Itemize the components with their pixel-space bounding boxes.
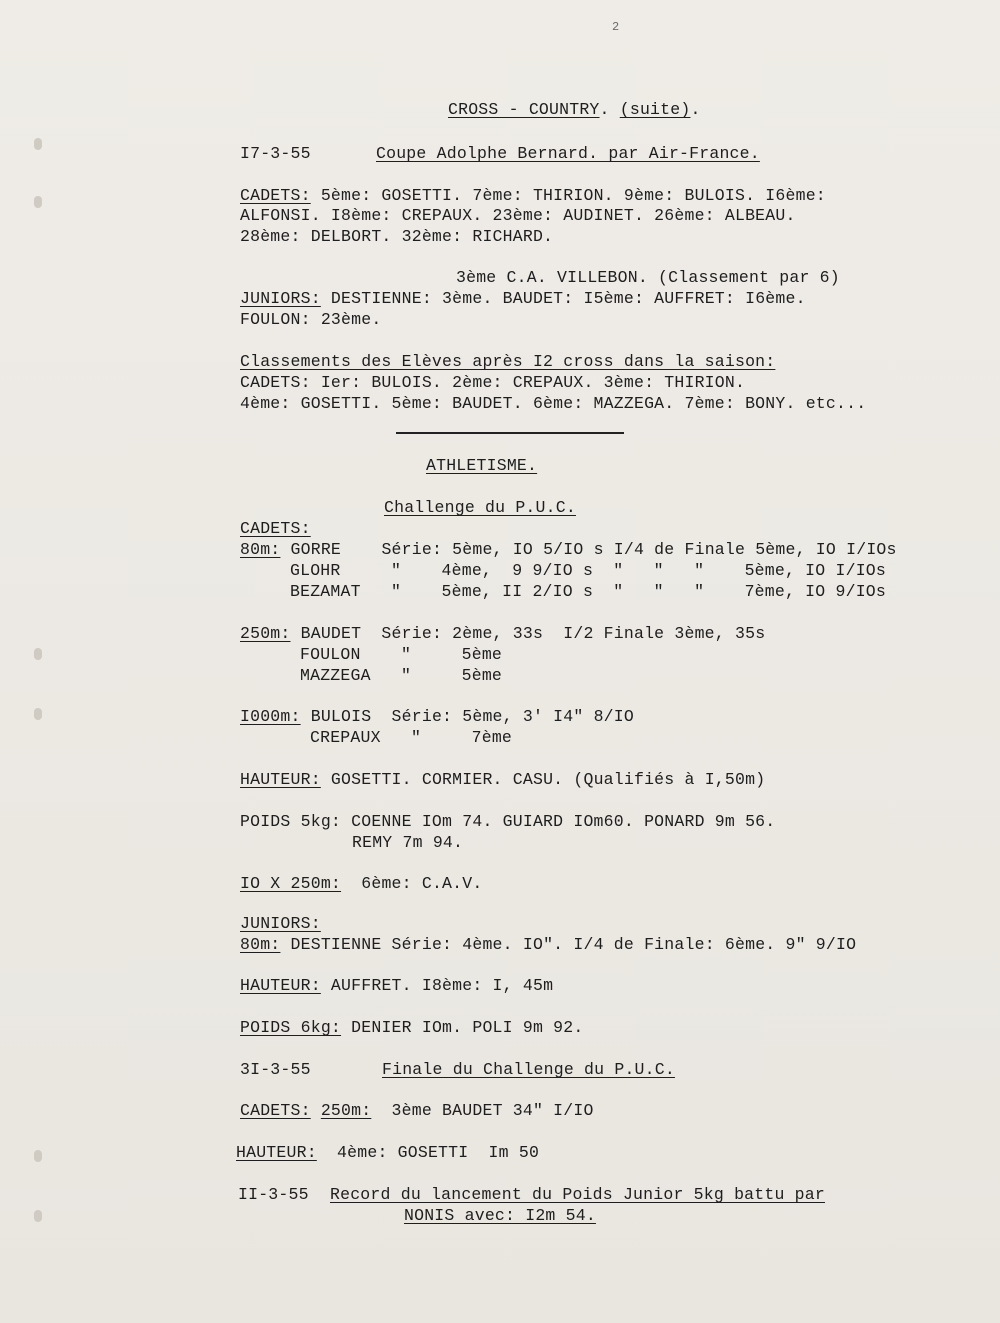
r1000-row-2: CREPAUX " 7ème — [310, 728, 513, 747]
cross-date: I7-3-55 — [240, 144, 311, 163]
relay-line: IO X 250m: 6ème: C.A.V. — [240, 874, 483, 893]
poids-line2: REMY 7m 94. — [352, 833, 464, 852]
r250-label: 250m: — [240, 624, 291, 643]
section-divider — [396, 432, 624, 434]
r80-row-3: BEZAMAT " 5ème, II 2/IO s " " " 7ème, IO 9/IOs — [290, 582, 886, 601]
challenge-title: Challenge du P.U.C. — [384, 498, 576, 517]
cross-juniors-line1: JUNIORS: DESTIENNE: 3ème. BAUDET: I5ème: AUFFRET: I6ème. — [240, 289, 806, 308]
r80-row-2: GLOHR " 4ème, 9 9/IO s " " " 5ème, IO I/IOs — [290, 561, 886, 580]
page-number: 2 — [612, 20, 620, 34]
record-date: II-3-55 — [238, 1185, 309, 1204]
cross-cadets-line1: CADETS: 5ème: GOSETTI. 7ème: THIRION. 9ème: BULOIS. I6ème: — [240, 186, 826, 205]
hauteur-line: HAUTEUR: GOSETTI. CORMIER. CASU. (Qualifiés à I,50m) — [240, 770, 766, 789]
r80-row-1: 80m: GORRE Série: 5ème, IO 5/IO s I/4 de Finale 5ème, IO I/IOs — [240, 540, 897, 559]
classement-line1: CADETS: Ier: BULOIS. 2ème: CREPAUX. 3ème: THIRION. — [240, 373, 746, 392]
club-result: 3ème C.A. VILLEBON. (Classement par 6) — [456, 268, 840, 287]
binder-hole — [34, 196, 42, 208]
finale-cadets-label: CADETS: — [240, 1101, 311, 1120]
jhauteur-line: HAUTEUR: AUFFRET. I8ème: I, 45m — [240, 976, 554, 995]
classement-line2: 4ème: GOSETTI. 5ème: BAUDET. 6ème: MAZZEGA. 7ème: BONY. etc... — [240, 394, 867, 413]
cross-event: Coupe Adolphe Bernard. par Air-France. — [376, 144, 760, 163]
j80-label: 80m: — [240, 935, 281, 954]
jpoids-line: POIDS 6kg: DENIER IOm. POLI 9m 92. — [240, 1018, 584, 1037]
cadets-label: CADETS: — [240, 186, 311, 205]
juniors-label: JUNIORS: — [240, 289, 321, 308]
ath-juniors-label: JUNIORS: — [240, 914, 321, 933]
cross-juniors-line2: FOULON: 23ème. — [240, 310, 382, 329]
hauteur-label: HAUTEUR: — [240, 770, 321, 789]
ath-cadets-label: CADETS: — [240, 519, 311, 538]
finale-hauteur-line: HAUTEUR: 4ème: GOSETTI Im 50 — [236, 1143, 540, 1162]
binder-hole — [34, 1210, 42, 1222]
jhauteur-label: HAUTEUR: — [240, 976, 321, 995]
binder-hole — [34, 648, 42, 660]
finale-event: Finale du Challenge du P.U.C. — [382, 1060, 675, 1079]
cross-cadets-line2: ALFONSI. I8ème: CREPAUX. 23ème: AUDINET. 26ème: ALBEAU. — [240, 206, 796, 225]
finale-hauteur-label: HAUTEUR: — [236, 1143, 317, 1162]
title-main: CROSS - COUNTRY — [448, 100, 600, 119]
poids-line1: POIDS 5kg: COENNE IOm 74. GUIARD IOm60. PONARD 9m 56. — [240, 812, 776, 831]
finale-cadets-line: CADETS: 250m: 3ème BAUDET 34" I/IO — [240, 1101, 594, 1120]
relay-label: IO X 250m: — [240, 874, 342, 893]
finale-cadets-event: 250m: — [320, 1101, 372, 1120]
binder-hole — [34, 138, 42, 150]
cross-cadets-line3: 28ème: DELBORT. 32ème: RICHARD. — [240, 227, 554, 246]
r1000-row-1: I000m: BULOIS Série: 5ème, 3' I4" 8/IO — [240, 707, 634, 726]
r250-row-2: FOULON " 5ème — [300, 645, 503, 664]
record-line2: NONIS avec: I2m 54. — [404, 1206, 596, 1225]
binder-hole — [34, 1150, 42, 1162]
finale-date: 3I-3-55 — [240, 1060, 311, 1079]
jpoids-label: POIDS 6kg: — [240, 1018, 342, 1037]
classement-heading: Classements des Elèves après I2 cross dans la saison: — [240, 352, 776, 371]
r250-row-3: MAZZEGA " 5ème — [300, 666, 503, 685]
athletisme-heading: ATHLETISME. — [426, 456, 538, 475]
binder-hole — [34, 708, 42, 720]
page-title: CROSS - COUNTRY. (suite). — [448, 100, 701, 119]
title-suite: (suite) — [619, 100, 691, 119]
record-line1: Record du lancement du Poids Junior 5kg battu par — [330, 1185, 825, 1204]
r1000-label: I000m: — [240, 707, 301, 726]
r80-label: 80m: — [240, 540, 281, 559]
j80-line: 80m: DESTIENNE Série: 4ème. IO". I/4 de Finale: 6ème. 9" 9/IO — [240, 935, 857, 954]
r250-row-1: 250m: BAUDET Série: 2ème, 33s I/2 Finale 3ème, 35s — [240, 624, 766, 643]
